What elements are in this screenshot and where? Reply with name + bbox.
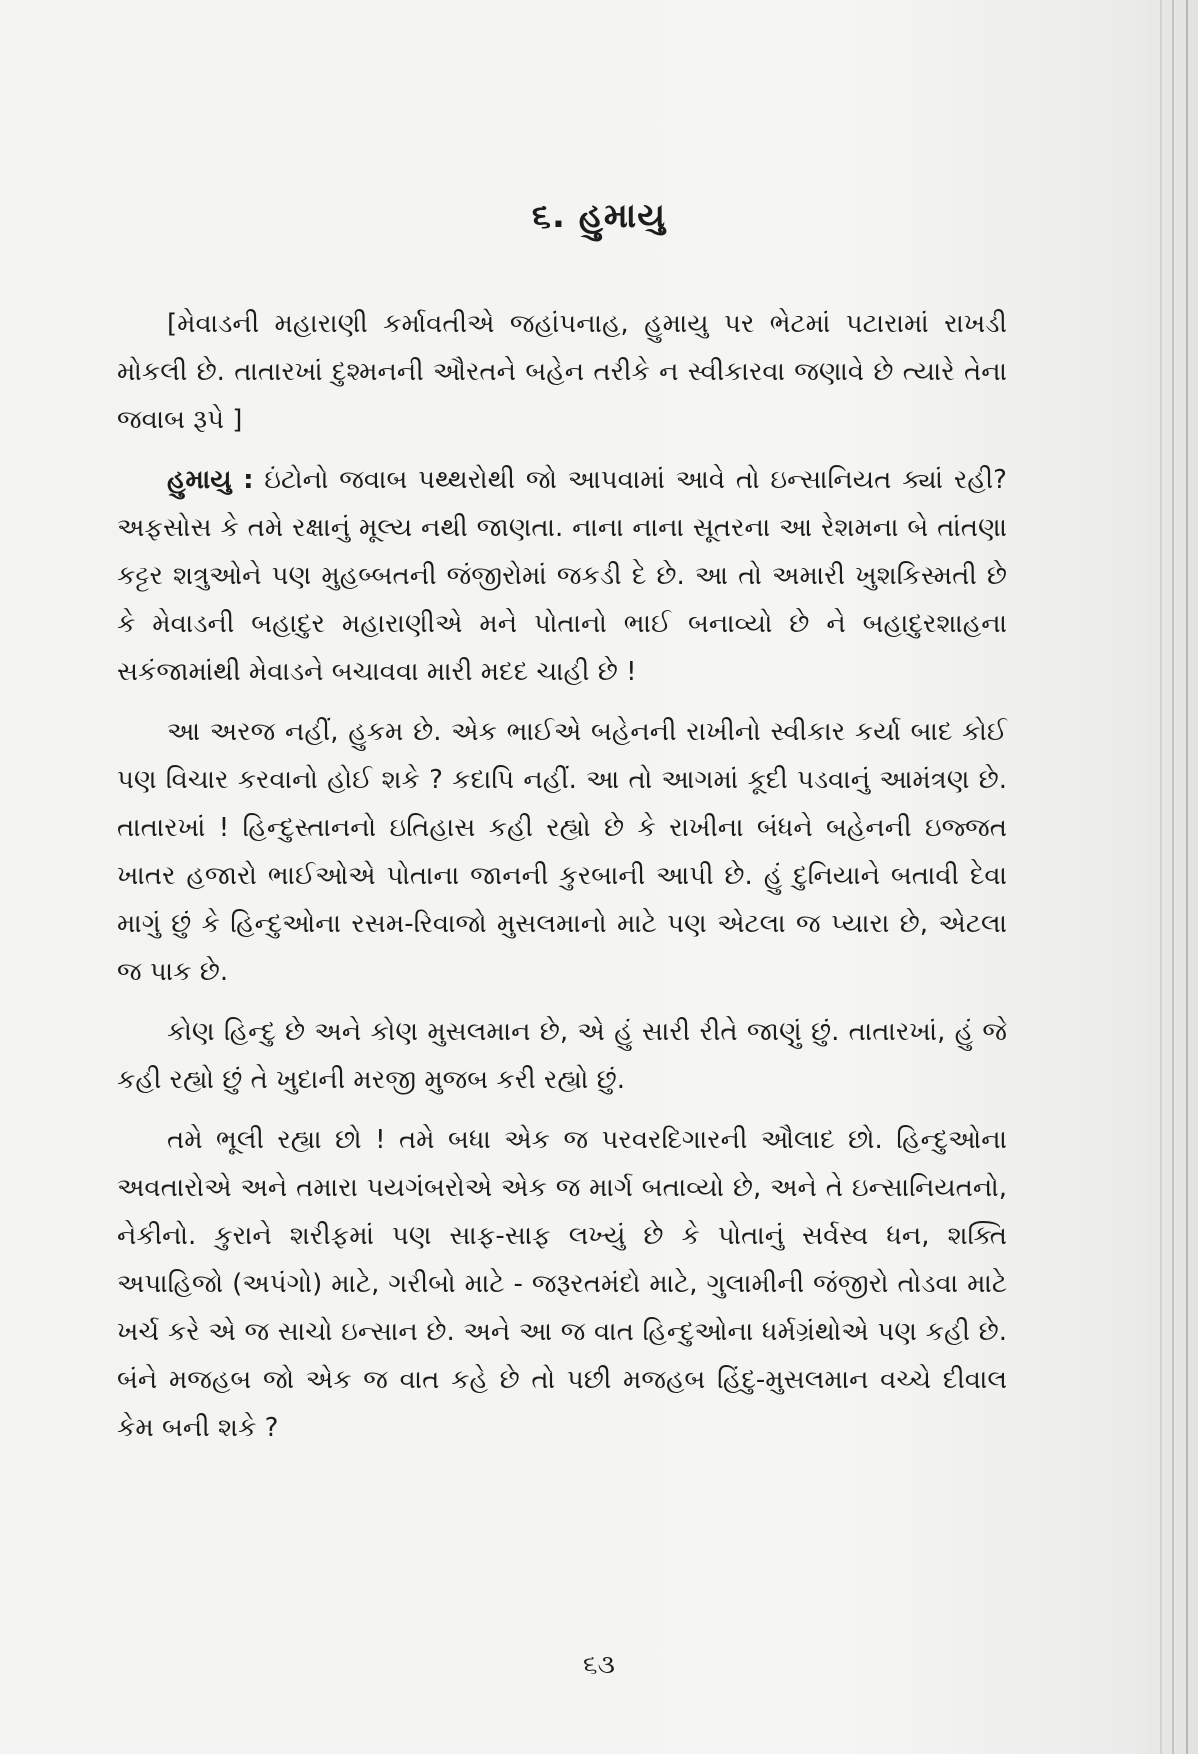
page-edge (1186, 0, 1188, 1754)
intro-note: [મેવાડની મહારાણી કર્માવતીએ જહાંપનાહ, હુમાયુ પર ભેટમાં પટારામાં રાખડી મોકલી છે. તાતારખાં દુશ્મનની ઔરતને બહેન તરીકે ન સ્વીકારવા જણાવે છે ત્યારે તેના જવાબ રૂપે ] (117, 309, 1007, 435)
page-edge (1160, 0, 1162, 1754)
paragraph-2: આ અરજ નહીં, હુકમ છે. એક ભાઈએ બહેનની રાખીનો સ્વીકાર કર્યા બાદ કોઈ પણ વિચાર કરવાનો હોઈ શકે ? કદાપિ નહીં. આ તો આગમાં કૂદી પડવાનું આમંત્રણ છે. તાતારખાં ! હિન્દુસ્તાનનો ઇતિહાસ કહી રહ્યો છે કે રાખીના બંધને બહેનની ઇજ્જત ખાતર હજારો ભાઈઓએ પોતાના જાનની કુરબાની આપી છે. હું દુનિયાને બતાવી દેવા માગું છું કે હિન્દુઓના રસમ-રિવાજો મુસલમાનો માટે પણ એટલા જ પ્યારા છે, એટલા જ પાક છે. (117, 717, 1007, 987)
paragraph-1-text: ઇંટોનો જવાબ પથ્થરોથી જો આપવામાં આવે તો ઇન્સાનિયત ક્યાં રહી? અફસોસ કે તમે રક્ષાનું મૂલ્ય નથી જાણતા. નાના નાના સૂતરના આ રેશમના બે તાંતણા કટ્ટર શત્રુઓને પણ મુહબ્બતની જંજીરોમાં જકડી દે છે. આ તો અમારી ખુશકિસ્મતી છે કે મેવાડની બહાદુર મહારાણીએ મને પોતાનો ભાઈ બનાવ્યો છે ને બહાદુરશાહના સકંજામાંથી મેવાડને બચાવવા મારી મદદ ચાહી છે ! (117, 465, 1007, 687)
paragraph-4: તમે ભૂલી રહ્યા છો ! તમે બધા એક જ પરવરદિગારની ઔલાદ છો. હિન્દુઓના અવતારોએ અને તમારા પયગંબરોએ એક જ માર્ગ બતાવ્યો છે, અને તે ઇન્સાનિયતનો, નેકીનો. કુરાને શરીફમાં પણ સાફ-સાફ લખ્યું છે કે પોતાનું સર્વસ્વ ધન, શક્તિ અપાહિજો (અપંગો) માટે, ગરીબો માટે - જરૂરતમંદો માટે, ગુલામીની જંજીરો તોડવા માટે ખર્ચ કરે એ જ સાચો ઇન્સાન છે. અને આ જ વાત હિન્દુઓના ધર્મગ્રંથોએ પણ કહી છે. બંને મજહબ જો એક જ વાત કહે છે તો પછી મજહબ હિંદુ-મુસલમાન વચ્ચે દીવાલ કેમ બની શકે ? (117, 1125, 1007, 1443)
page-number: ૬૩ (583, 1650, 615, 1680)
paragraph-3: કોણ હિન્દુ છે અને કોણ મુસલમાન છે, એ હું સારી રીતે જાણું છું. તાતારખાં, હું જે કહી રહ્યો છું તે ખુદાની મરજી મુજબ કરી રહ્યો છું. (117, 1017, 1007, 1095)
paragraph-1 (117, 456, 1007, 696)
speaker-label: હુમાયુ : (167, 465, 254, 495)
chapter-title: ૬. હુમાયુ (531, 196, 667, 236)
body-text (117, 300, 1007, 1452)
page-edge (1172, 0, 1174, 1754)
